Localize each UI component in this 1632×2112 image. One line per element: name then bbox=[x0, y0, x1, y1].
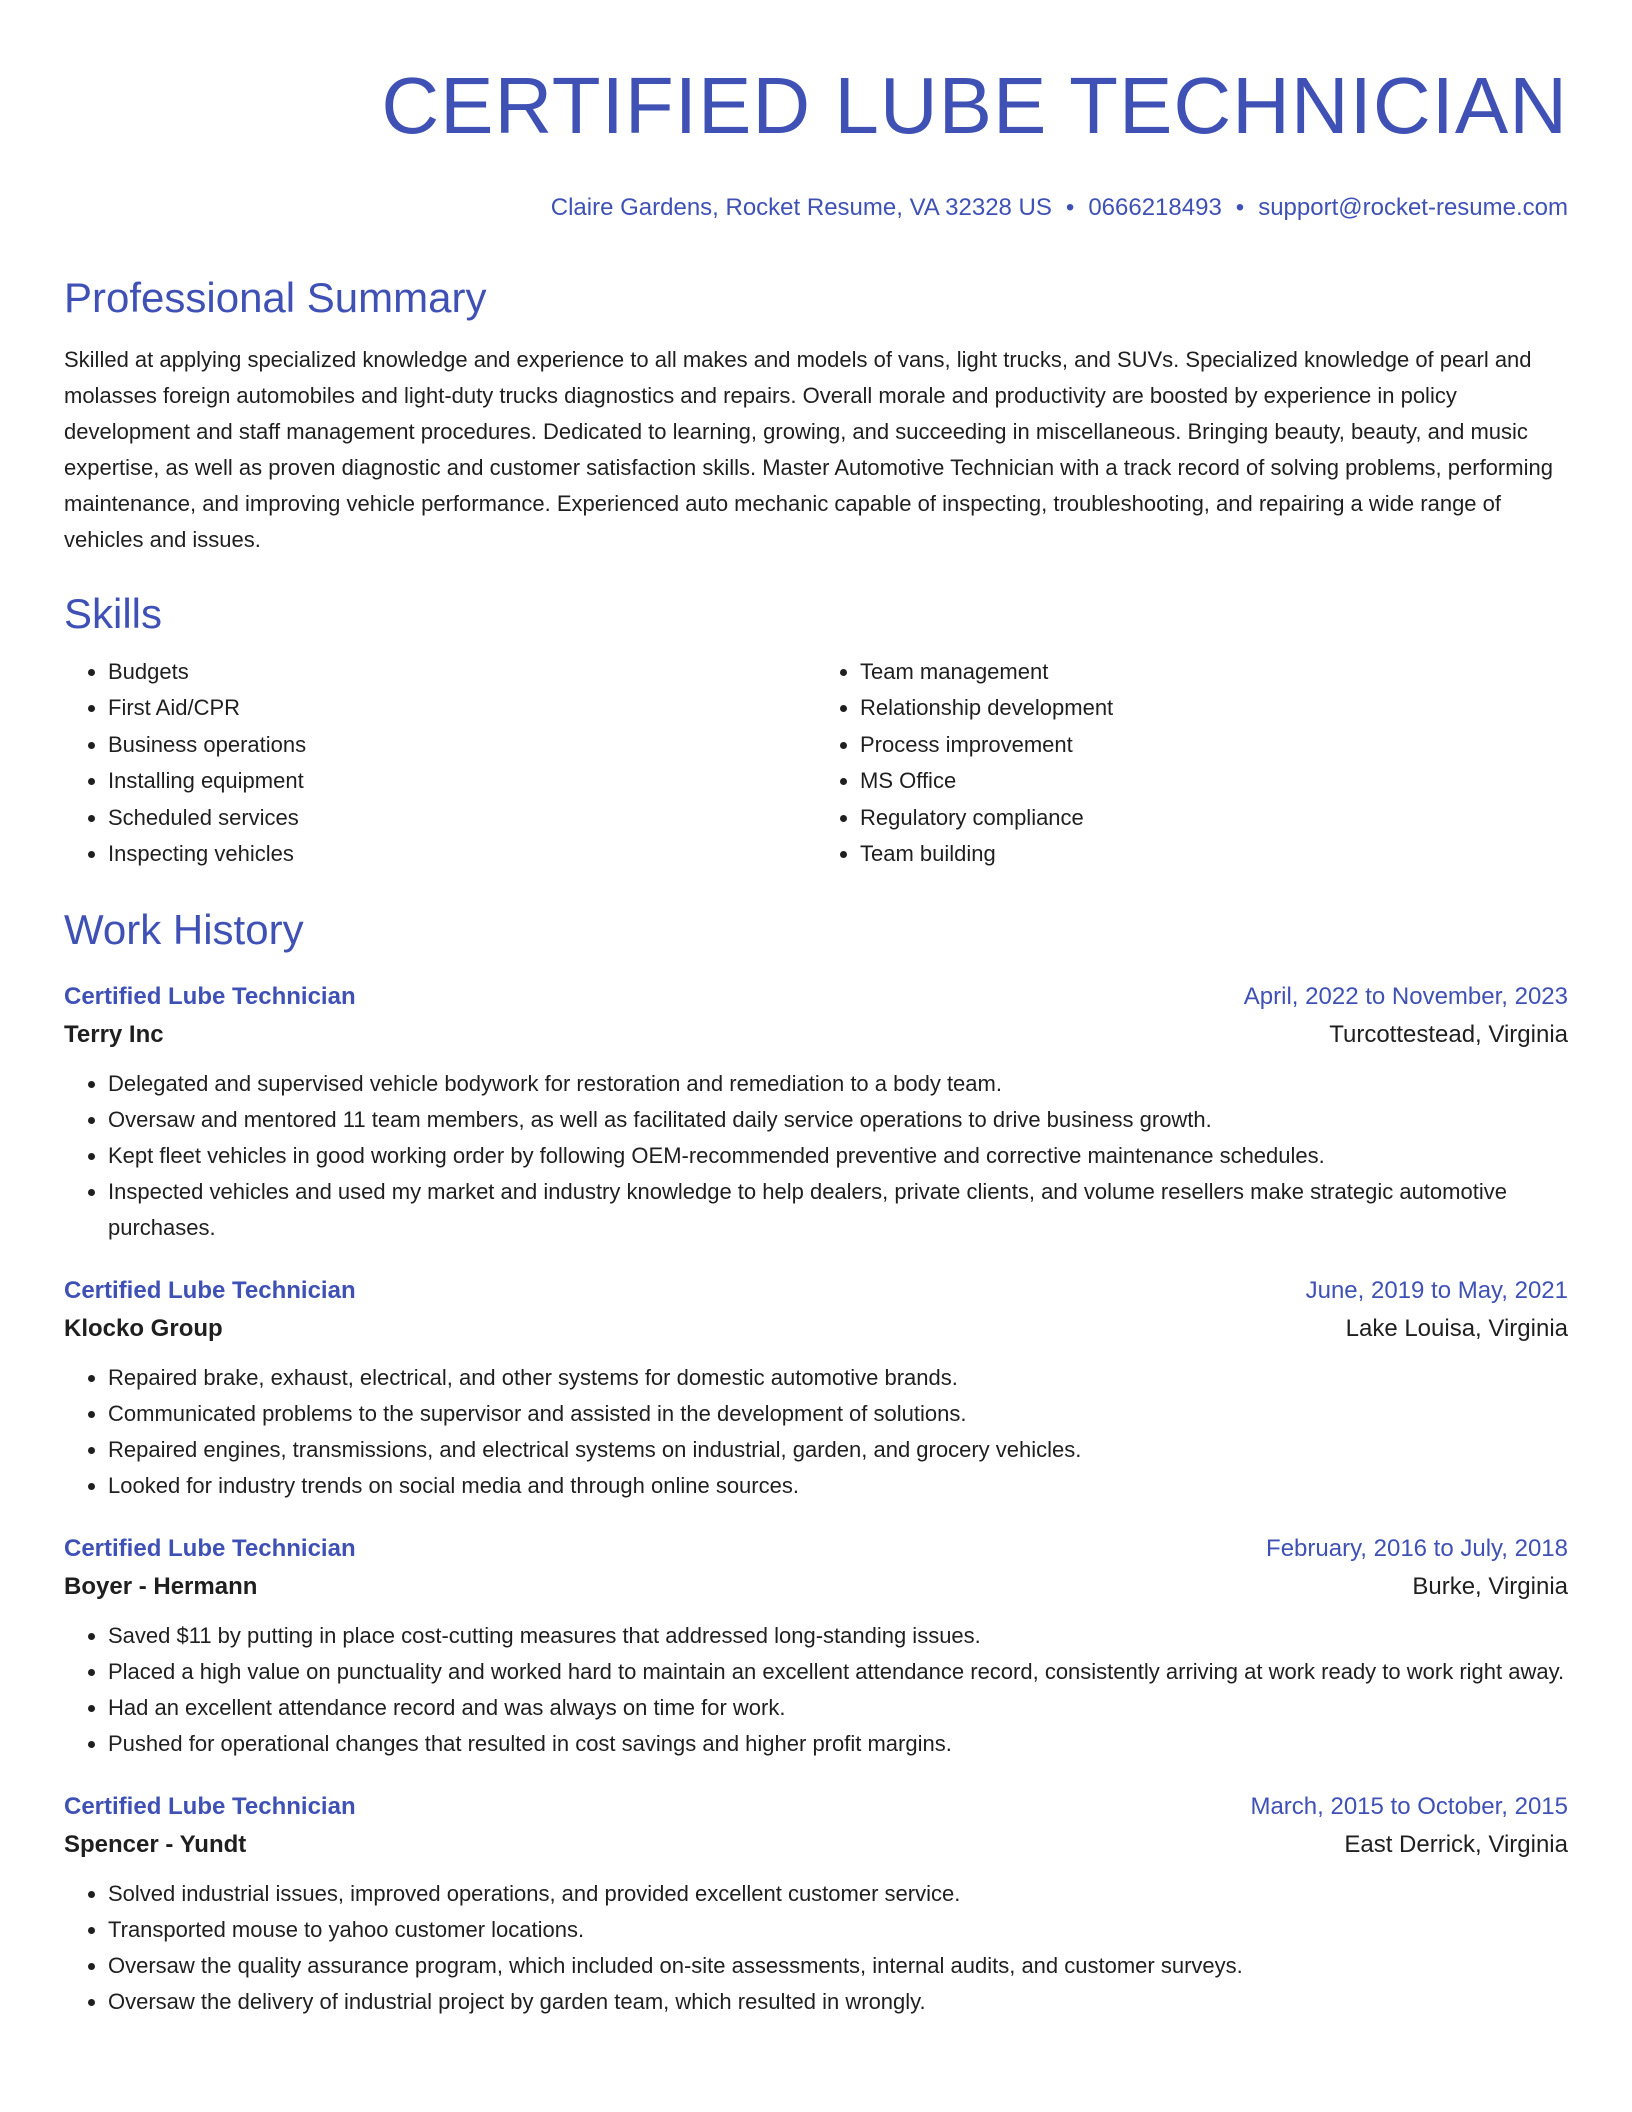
job-bullet: • Delegated and supervised vehicle bodywork for restoration and remediation to a body team. bbox=[108, 1066, 1568, 1102]
resume-page bbox=[64, 40, 1568, 2020]
job-entry bbox=[64, 1272, 1568, 1504]
skill-item: • Installing equipment bbox=[108, 763, 816, 799]
skill-item: • Business operations bbox=[108, 727, 816, 763]
job-bullet: • Saved $11 by putting in place cost-cutting measures that addressed long-standing issues. bbox=[108, 1618, 1568, 1654]
job-bullet: • Solved industrial issues, improved operations, and provided excellent customer service. bbox=[108, 1876, 1568, 1912]
contact-separator: • bbox=[1235, 194, 1245, 221]
contact-line bbox=[64, 192, 1568, 224]
job-title: Certified Lube Technician bbox=[64, 983, 356, 1011]
summary-text: Skilled at applying specialized knowledge and experience to all makes and models of vans, light trucks, and SUVs. Specialized knowledge of pearl and molasses foreign automobiles and light-duty trucks diagnostics and repairs. Overall morale and productivity are boosted by experience in policy development and staff management procedures. Dedicated to learning, growing, and succeeding in miscellaneous. Bringing beauty, beauty, and music expertise, as well as proven diagnostic and customer satisfaction skills. Master Automotive Technician with a track record of solving problems, performing maintenance, and improving vehicle performance. Experienced auto mechanic capable of inspecting, troubleshooting, and repairing a wide range of vehicles and issues. bbox=[64, 347, 1553, 552]
skill-item: • Inspecting vehicles bbox=[108, 836, 816, 872]
skills-column-left bbox=[64, 654, 816, 872]
skill-item: • Process improvement bbox=[860, 727, 1568, 763]
contact-email: support@rocket-resume.com bbox=[1258, 194, 1568, 221]
job-bullet: • Placed a high value on punctuality and worked hard to maintain an excellent attendance record, consistently arriving at work ready to work right away. bbox=[108, 1654, 1568, 1690]
job-bullet: • Kept fleet vehicles in good working order by following OEM-recommended preventive and corrective maintenance schedules. bbox=[108, 1138, 1568, 1174]
job-company-line bbox=[64, 1310, 1568, 1348]
skill-item: • Regulatory compliance bbox=[860, 800, 1568, 836]
skill-item: • Budgets bbox=[108, 654, 816, 690]
job-company: Terry Inc bbox=[64, 1021, 164, 1049]
job-bullet: • Oversaw and mentored 11 team members, as well as facilitated daily service operations to drive business growth. bbox=[108, 1102, 1568, 1138]
skill-item: • First Aid/CPR bbox=[108, 690, 816, 726]
job-bullet: • Looked for industry trends on social media and through online sources. bbox=[108, 1468, 1568, 1504]
work-history-heading: Work History bbox=[64, 906, 304, 954]
job-title: Certified Lube Technician bbox=[64, 1277, 356, 1305]
job-company: Boyer - Hermann bbox=[64, 1573, 258, 1601]
job-bullets bbox=[64, 1066, 1568, 1246]
job-bullet: • Pushed for operational changes that resulted in cost savings and higher profit margins. bbox=[108, 1726, 1568, 1762]
resume-name: CERTIFIED LUBE TECHNICIAN bbox=[381, 61, 1568, 150]
job-bullet: • Repaired brake, exhaust, electrical, and other systems for domestic automotive brands. bbox=[108, 1360, 1568, 1396]
job-dates: February, 2016 to July, 2018 bbox=[1266, 1535, 1568, 1563]
job-header bbox=[64, 1788, 1568, 1826]
job-company-line bbox=[64, 1568, 1568, 1606]
job-bullets bbox=[64, 1618, 1568, 1762]
job-dates: April, 2022 to November, 2023 bbox=[1243, 983, 1568, 1011]
job-header bbox=[64, 1530, 1568, 1568]
job-bullets bbox=[64, 1360, 1568, 1504]
job-location: Turcottestead, Virginia bbox=[1329, 1021, 1568, 1049]
summary-heading: Professional Summary bbox=[64, 274, 487, 321]
job-title: Certified Lube Technician bbox=[64, 1793, 356, 1821]
job-location: East Derrick, Virginia bbox=[1344, 1831, 1568, 1859]
skill-item: • Team building bbox=[860, 836, 1568, 872]
job-company-line bbox=[64, 1826, 1568, 1864]
skills-heading: Skills bbox=[64, 590, 163, 637]
skill-item: • Relationship development bbox=[860, 690, 1568, 726]
contact-phone: 0666218493 bbox=[1088, 194, 1222, 221]
job-title: Certified Lube Technician bbox=[64, 1535, 356, 1563]
job-bullet: • Communicated problems to the supervisor and assisted in the development of solutions. bbox=[108, 1396, 1568, 1432]
job-entry bbox=[64, 1530, 1568, 1762]
skills-list bbox=[64, 654, 1568, 872]
job-bullet: • Inspected vehicles and used my market and industry knowledge to help dealers, private clients, and volume resellers make strategic automotive purchases. bbox=[108, 1174, 1568, 1246]
contact-separator: • bbox=[1065, 194, 1075, 221]
job-dates: June, 2019 to May, 2021 bbox=[1305, 1277, 1568, 1305]
skill-item: • Team management bbox=[860, 654, 1568, 690]
contact-address: Claire Gardens, Rocket Resume, VA 32328 US bbox=[550, 194, 1052, 221]
job-header bbox=[64, 1272, 1568, 1310]
job-bullet: • Repaired engines, transmissions, and electrical systems on industrial, garden, and grocery vehicles. bbox=[108, 1432, 1568, 1468]
job-company: Spencer - Yundt bbox=[64, 1831, 247, 1859]
job-bullet: • Oversaw the delivery of industrial project by garden team, which resulted in wrongly. bbox=[108, 1984, 1568, 2020]
skill-item: • MS Office bbox=[860, 763, 1568, 799]
job-entry bbox=[64, 978, 1568, 1246]
job-bullet: • Had an excellent attendance record and was always on time for work. bbox=[108, 1690, 1568, 1726]
skill-item: • Scheduled services bbox=[108, 800, 816, 836]
job-bullets bbox=[64, 1876, 1568, 2020]
job-company-line bbox=[64, 1016, 1568, 1054]
job-entry bbox=[64, 1788, 1568, 2020]
job-location: Burke, Virginia bbox=[1412, 1573, 1568, 1601]
skills-column-right bbox=[816, 654, 1568, 872]
job-bullet: • Transported mouse to yahoo customer locations. bbox=[108, 1912, 1568, 1948]
job-location: Lake Louisa, Virginia bbox=[1345, 1315, 1568, 1343]
job-header bbox=[64, 978, 1568, 1016]
job-dates: March, 2015 to October, 2015 bbox=[1250, 1793, 1568, 1821]
job-bullet: • Oversaw the quality assurance program, which included on-site assessments, internal audits, and customer surveys. bbox=[108, 1948, 1568, 1984]
job-company: Klocko Group bbox=[64, 1315, 223, 1343]
